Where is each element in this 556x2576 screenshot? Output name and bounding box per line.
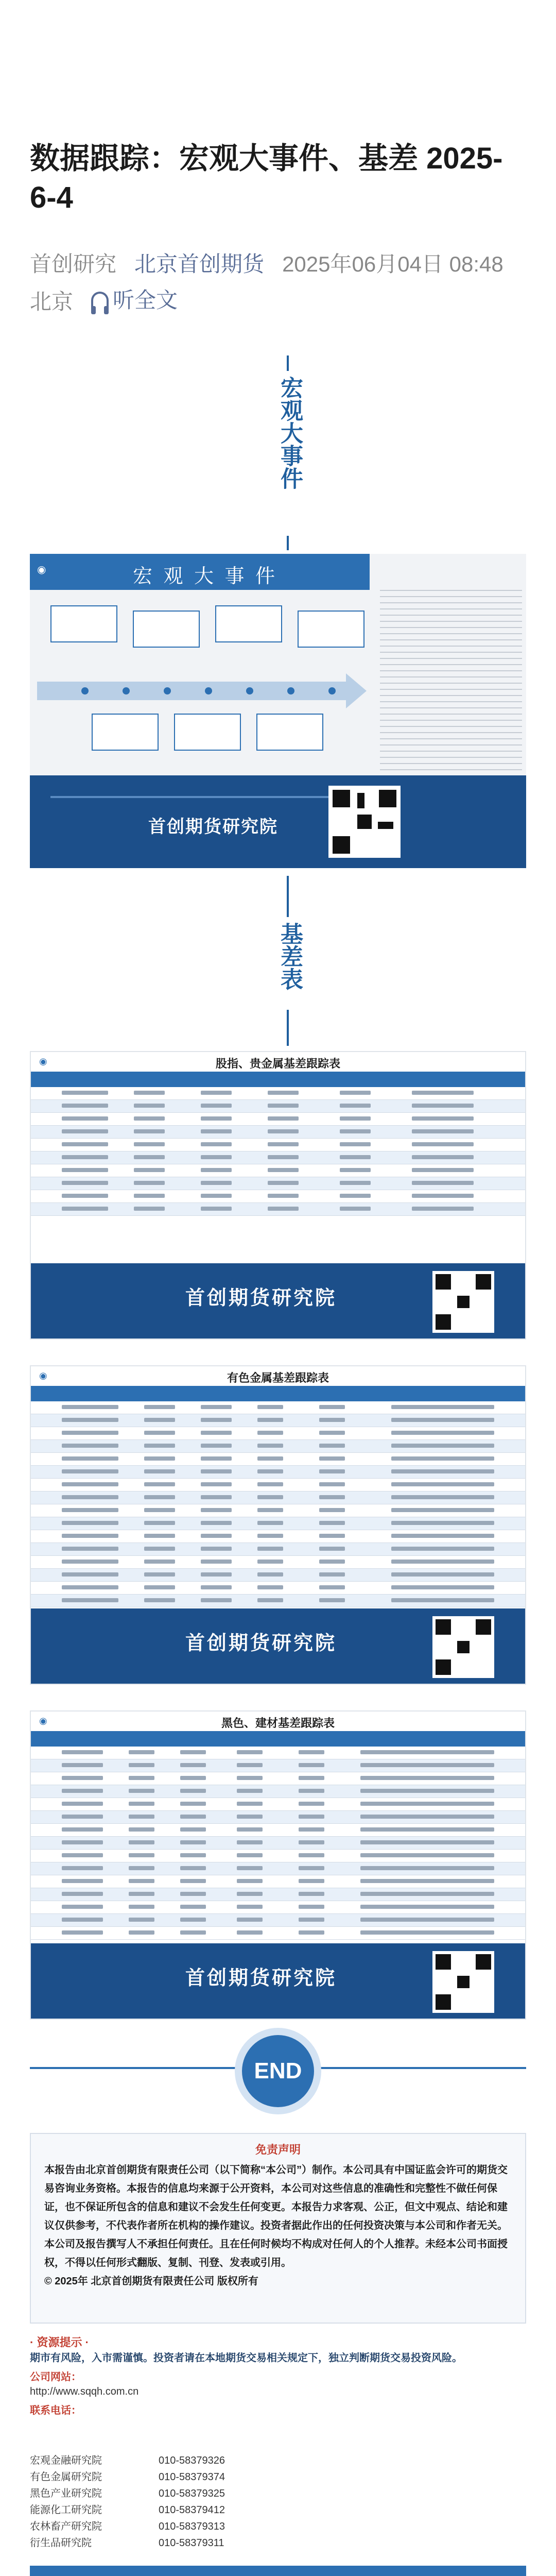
poster-logo: ◉ [37,564,46,575]
publish-date: 2025年06月04日 08:48 [282,252,503,276]
timeline-dot [164,687,171,694]
divider [287,536,289,550]
section-basis-title: 基差表 [277,922,302,990]
event-box [92,714,159,751]
table-title: 股指、贵金属基差跟踪表 [215,1057,340,1070]
table-header [31,1733,525,1747]
table-header [31,1074,525,1087]
timeline-dot [123,687,130,694]
footer-org-name: 首创期货研究院 [185,1287,337,1309]
contact-row: 衍生品研究院 010-58379311 [30,2537,224,2549]
contact-list [30,2452,318,2551]
contact-row: 宏观金融研究院 010-58379326 [30,2455,225,2466]
timeline-dot [81,687,89,694]
listen-button[interactable] [91,282,178,318]
contact-row: 能源化工研究院 010-58379412 [30,2504,225,2516]
section-macro-title: 宏观大事件 [277,376,302,489]
footer-org-name: 首创期货研究院 [185,1968,337,1989]
basis-table-index-metals [30,1051,526,1340]
event-box [298,611,364,648]
risk-notice [30,2334,526,2417]
article-title: 数据跟踪：宏观大事件、基差 2025-6-4 [30,142,503,214]
divider [287,1010,289,1046]
card-footer [31,1263,525,1340]
footer-org-name: 首创期货研究院 [185,1633,337,1654]
card-footer [31,1943,525,2020]
company-logo: ◉ [39,1370,47,1381]
listen-label: 听全文 [113,288,178,312]
divider [287,876,289,917]
macro-events-poster [30,554,526,868]
risk-text: 期市有风险，入市需谨慎。投资者请在本地期货交易相关规定下，独立判断期货交易投资风险。 [30,2352,462,2364]
disclaimer-box [30,2133,526,2324]
poster-org-name: 首创期货研究院 [148,817,278,837]
article-meta [30,246,534,320]
timeline-dot [287,687,294,694]
company-logo: ◉ [39,1056,47,1066]
basis-table-nonferrous [30,1365,526,1685]
brand-banner [30,2566,526,2576]
copyright: © 2025年 北京首创期货有限责任公司 版权所有 [44,2276,258,2287]
contact-row: 黑色产业研究院 010-58379325 [30,2488,225,2499]
timeline-dot [246,687,253,694]
poster-footer [30,775,526,868]
timeline-dot [205,687,212,694]
contact-row: 有色金属研究院 010-58379374 [30,2471,225,2483]
disclaimer-text: 本报告由北京首创期货有限责任公司（以下简称“本公司”）制作。本公司具有中国证监会许可的期货交易咨询业务资格。本报告的信息均来源于公开资料，本公司对这些信息的准确性和完整性不做任何保证，也不保证所包含的信息和建议不会发生任何变更。本报告力求客观、公正，但文中观点、结论和建议仅供参考，不代表作者所在机构的操作建议。投资者据此作出的任何投资决策与本公司和作者无关。本公司及报告撰写人不承担任何责任。且在任何时候均不构成对任何人的个人推荐。未经本公司书面授权，不得以任何形式翻版、复制、刊登、发表或引用。 © 2025年 北京首创期货有限责任公司 版权所有 [44,2164,508,2287]
poster-header [30,554,370,590]
qr-code [328,786,401,858]
timeline-dot [328,687,336,694]
contact-row: 农林畜产研究院 010-58379313 [30,2521,225,2532]
poster-title: 宏 观 大 事 件 [133,566,279,587]
qr-code [432,1616,494,1678]
end-badge: END [242,2035,314,2107]
event-box [215,605,282,642]
event-box [50,605,117,642]
basis-table-ferrous [30,1710,526,2020]
event-box [256,714,323,751]
event-box [174,714,241,751]
table-title: 有色金属基差跟踪表 [227,1371,329,1384]
divider [287,355,289,371]
table-rows [31,1747,525,1940]
table-title: 黑色、建材基差跟踪表 [221,1717,335,1730]
event-box [133,611,200,648]
company-logo: ◉ [39,1716,47,1726]
timeline-arrow [346,673,367,708]
table-rows [31,1401,525,1607]
publish-location: 北京 [30,290,74,314]
risk-title: · 资源提示 · [30,2336,89,2349]
qr-code [432,1951,494,2013]
source-name[interactable]: 北京首创期货 [134,252,265,276]
table-rows [31,1087,525,1216]
account-name[interactable]: 首创研究 [30,252,117,276]
disclaimer-title: 免责声明 [255,2143,301,2156]
website-link[interactable]: http://www.sqqh.com.cn [30,2386,139,2397]
qr-code [432,1271,494,1333]
headphone-icon [91,292,109,309]
contact-label: 联系电话： [30,2405,81,2416]
website-label: 公司网站： [30,2371,81,2383]
table-header [31,1388,525,1401]
card-footer [31,1608,525,1685]
